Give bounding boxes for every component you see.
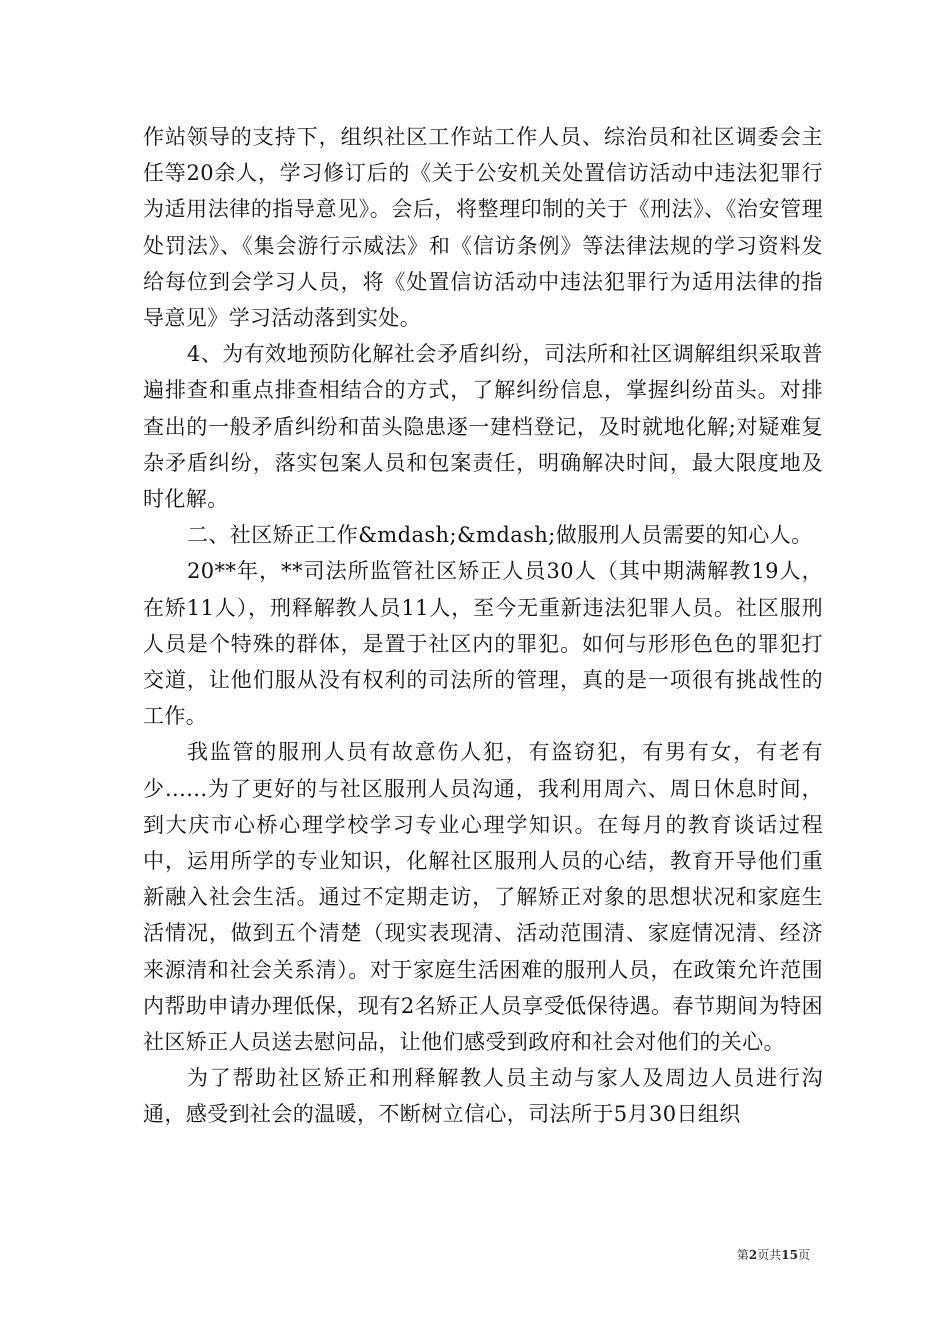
paragraph-5: 我监管的服刑人员有故意伤人犯，有盗窃犯，有男有女，有老有少......为了更好的与社区服刑人员沟通，我利用周六、周日休息时间，到大庆市心桥心理学校学习专业心理学知识。在每月的教育谈话过程中，运用所学的专业知识，化解社区服刑人员的心结，教育开导他们重新融入社会生活。通过不定期走访，了解矫正对象的思想状况和家庭生活情况，做到五个清楚（现实表现清、活动范围清、家庭情况清、经济来源清和社会关系清）。对于家庭生活困难的服刑人员，在政策允许范围内帮助申请办理低保，现有2名矫正人员享受低保待遇。春节期间为特困社区矫正人员送去慰问品，让他们感受到政府和社会对他们的关心。	[143, 740, 823, 1055]
page-footer	[737, 1246, 810, 1263]
footer-total-pages: 15	[781, 1248, 798, 1262]
footer-prefix: 第	[736, 1248, 749, 1262]
footer-middle: 页共	[757, 1248, 782, 1262]
footer-current-page: 2	[748, 1248, 758, 1262]
paragraph-4: 20**年，**司法所监管社区矫正人员30人（其中期满解教19人，在矫11人），刑释解教人员11人，至今无重新违法犯罪人员。社区服刑人员是个特殊的群体，是置于社区内的罪犯。如何与形形色色的罪犯打交道，让他们服从没有权利的司法所的管理，真的是一项很有挑战性的工作。	[143, 559, 823, 729]
paragraph-1: 作站领导的支持下，组织社区工作站工作人员、综治员和社区调委会主任等20余人，学习修订后的《关于公安机关处置信访活动中违法犯罪行为适用法律的指导意见》。会后，将整理印制的关于《刑法》、《治安管理处罚法》、《集会游行示威法》和《信访条例》等法律法规的学习资料发给每位到会学习人员，将《处置信访活动中违法犯罪行为适用法律的指导意见》学习活动落到实处。	[143, 125, 823, 331]
paragraph-3-section-heading: 二、社区矫正工作&mdash;&mdash;做服刑人员需要的知心人。	[187, 523, 813, 548]
paragraph-6: 为了帮助社区矫正和刑释解教人员主动与家人及周边人员进行沟通，感受到社会的温暖，不断树立信心，司法所于5月30日组织	[143, 1066, 823, 1127]
footer-suffix: 页	[797, 1248, 810, 1262]
document-body	[143, 119, 823, 1133]
paragraph-2: 4、为有效地预防化解社会矛盾纠纷，司法所和社区调解组织采取普遍排查和重点排查相结合的方式，了解纠纷信息，掌握纠纷苗头。对排查出的一般矛盾纠纷和苗头隐患逐一建档登记，及时就地化解;对疑难复杂矛盾纠纷，落实包案人员和包案责任，明确解决时间，最大限度地及时化解。	[143, 342, 823, 512]
